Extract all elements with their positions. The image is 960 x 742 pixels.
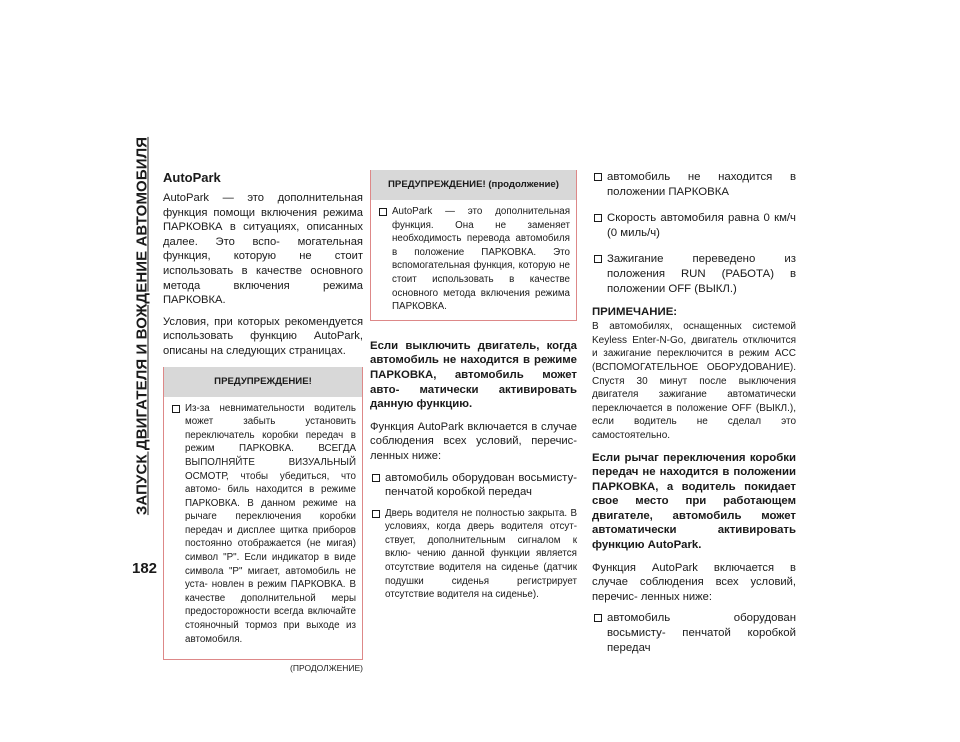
list-item-text: Дверь водителя не полностью закрыта. В условиях, когда дверь водителя отсут- ствует, дополнительным сигналом к вклю- чению данной функции является отсутствие водителя на сиденье (датчик подушки сиденья регистрирует отсутствие водителя на сиденье). [385,507,577,601]
list-item [592,211,796,240]
conditions-paragraph: Условия, при которых рекомендуется использовать функцию AutoPark, описаны на следующих страницах. [163,315,363,357]
square-bullet-icon [372,474,380,482]
warning-text: Из-за невнимательности водитель может забыть установить переключатель коробки передач в режим ПАРКОВКА. ВСЕГДА ВЫПОЛНЯЙТЕ ВИЗУАЛЬНЫЙ ОСМОТР, чтобы убедиться, что автомо- биль находится в режиме ПАРКОВКА. В данном режиме на рычаге переключения коробки передач и дисплее щитка приборов постоянно отображается (не мигая) символ "P". Если индикатор в виде символа "P" мигает, автомобиль не уста- новлен в режим ПАРКОВКА. В качестве дополнительной меры предосторожности всегда включайте стояночный тормоз при выходе из автомобиля. [185,402,356,645]
list-item [592,611,796,655]
warning-body [164,397,362,660]
square-bullet-icon [594,214,602,222]
section-title: AutoPark [163,170,221,185]
warning-title: ПРЕДУПРЕЖДЕНИЕ! [164,367,362,397]
square-bullet-icon [594,255,602,263]
list-item-text: автомобиль оборудован восьмисту- пенчатой коробкой передач [607,612,796,654]
list-item [370,471,577,500]
square-bullet-icon [594,614,602,622]
square-bullet-icon [172,405,180,413]
warning-text: AutoPark — это дополнительная функция. Она не заменяет необходимость перевода автомобиля в положение ПАРКОВКА. Это вспомогательная функция, которую не стоит использовать в качестве основного метода включения режима ПАРКОВКА. [392,206,570,313]
list-item-text: автомобиль оборудован восьмисту- пенчатой коробкой передач [385,471,577,499]
list-item [592,252,796,296]
warning-box-continued [370,170,577,321]
continued-label: (ПРОДОЛЖЕНИЕ) [290,663,363,674]
column-1 [163,170,363,673]
warning-box [163,367,363,661]
warning-item [377,205,570,314]
column-2 [370,170,577,609]
list-item [370,507,577,602]
chapter-title-text: ЗАПУСК ДВИГАТЕЛЯ И ВОЖДЕНИЕ АВТОМОБИЛЯ [133,136,151,516]
list-item [592,170,796,199]
bold-heading: Если рычаг переключения коробки передач не находится в положении ПАРКОВКА, а водитель покидает свое место при работающем двигателе, автомобиль может автоматически активировать функцию AutoPark. [592,451,796,552]
square-bullet-icon [379,208,387,216]
intro-paragraph: AutoPark — это дополнительная функция помощи включения режима ПАРКОВКА в ситуациях, описанных далее. Это вспо- могательная функция, которую не стоит использовать в качестве основного метода включения режима ПАРКОВКА. [163,192,363,307]
page-number: 182 [132,560,158,577]
square-bullet-icon [372,510,380,518]
note-title: ПРИМЕЧАНИЕ: [592,306,678,319]
note-text: В автомобилях, оснащенных системой Keyless Enter-N-Go, двигатель отключится и зажигание переключится в режим ACC (ВСПОМОГАТЕЛЬНОЕ ОБОРУДОВАНИЕ). Спустя 30 минут после выключения двигателя зажигание автоматически переключается в положение OFF (ВЫКЛ.), если водитель не сделал это самостоятельно. [592,321,796,441]
warning-body-continued [371,200,576,320]
list-item-text: Зажигание переведено из положения RUN (РАБОТА) в положении OFF (ВЫКЛ.) [607,253,796,295]
conditions-paragraph: Функция AutoPark включается в случае соблюдения всех условий, перечис- ленных ниже: [592,561,796,603]
conditions-paragraph: Функция AutoPark включается в случае соблюдения всех условий, перечис- ленных ниже: [370,420,577,462]
warning-title-continued: ПРЕДУПРЕЖДЕНИЕ! (продолжение) [371,170,576,200]
list-item-text: Скорость автомобиля равна 0 км/ч (0 миль/ч) [607,212,796,239]
chapter-side-title [124,136,160,516]
column-3 [592,170,796,662]
warning-item [170,402,356,647]
bold-heading: Если выключить двигатель, когда автомобиль не находится в режиме ПАРКОВКА, автомобиль может авто- матически активировать данную функцию. [370,339,577,411]
list-item-text: автомобиль не находится в положении ПАРКОВКА [607,171,796,198]
square-bullet-icon [594,173,602,181]
